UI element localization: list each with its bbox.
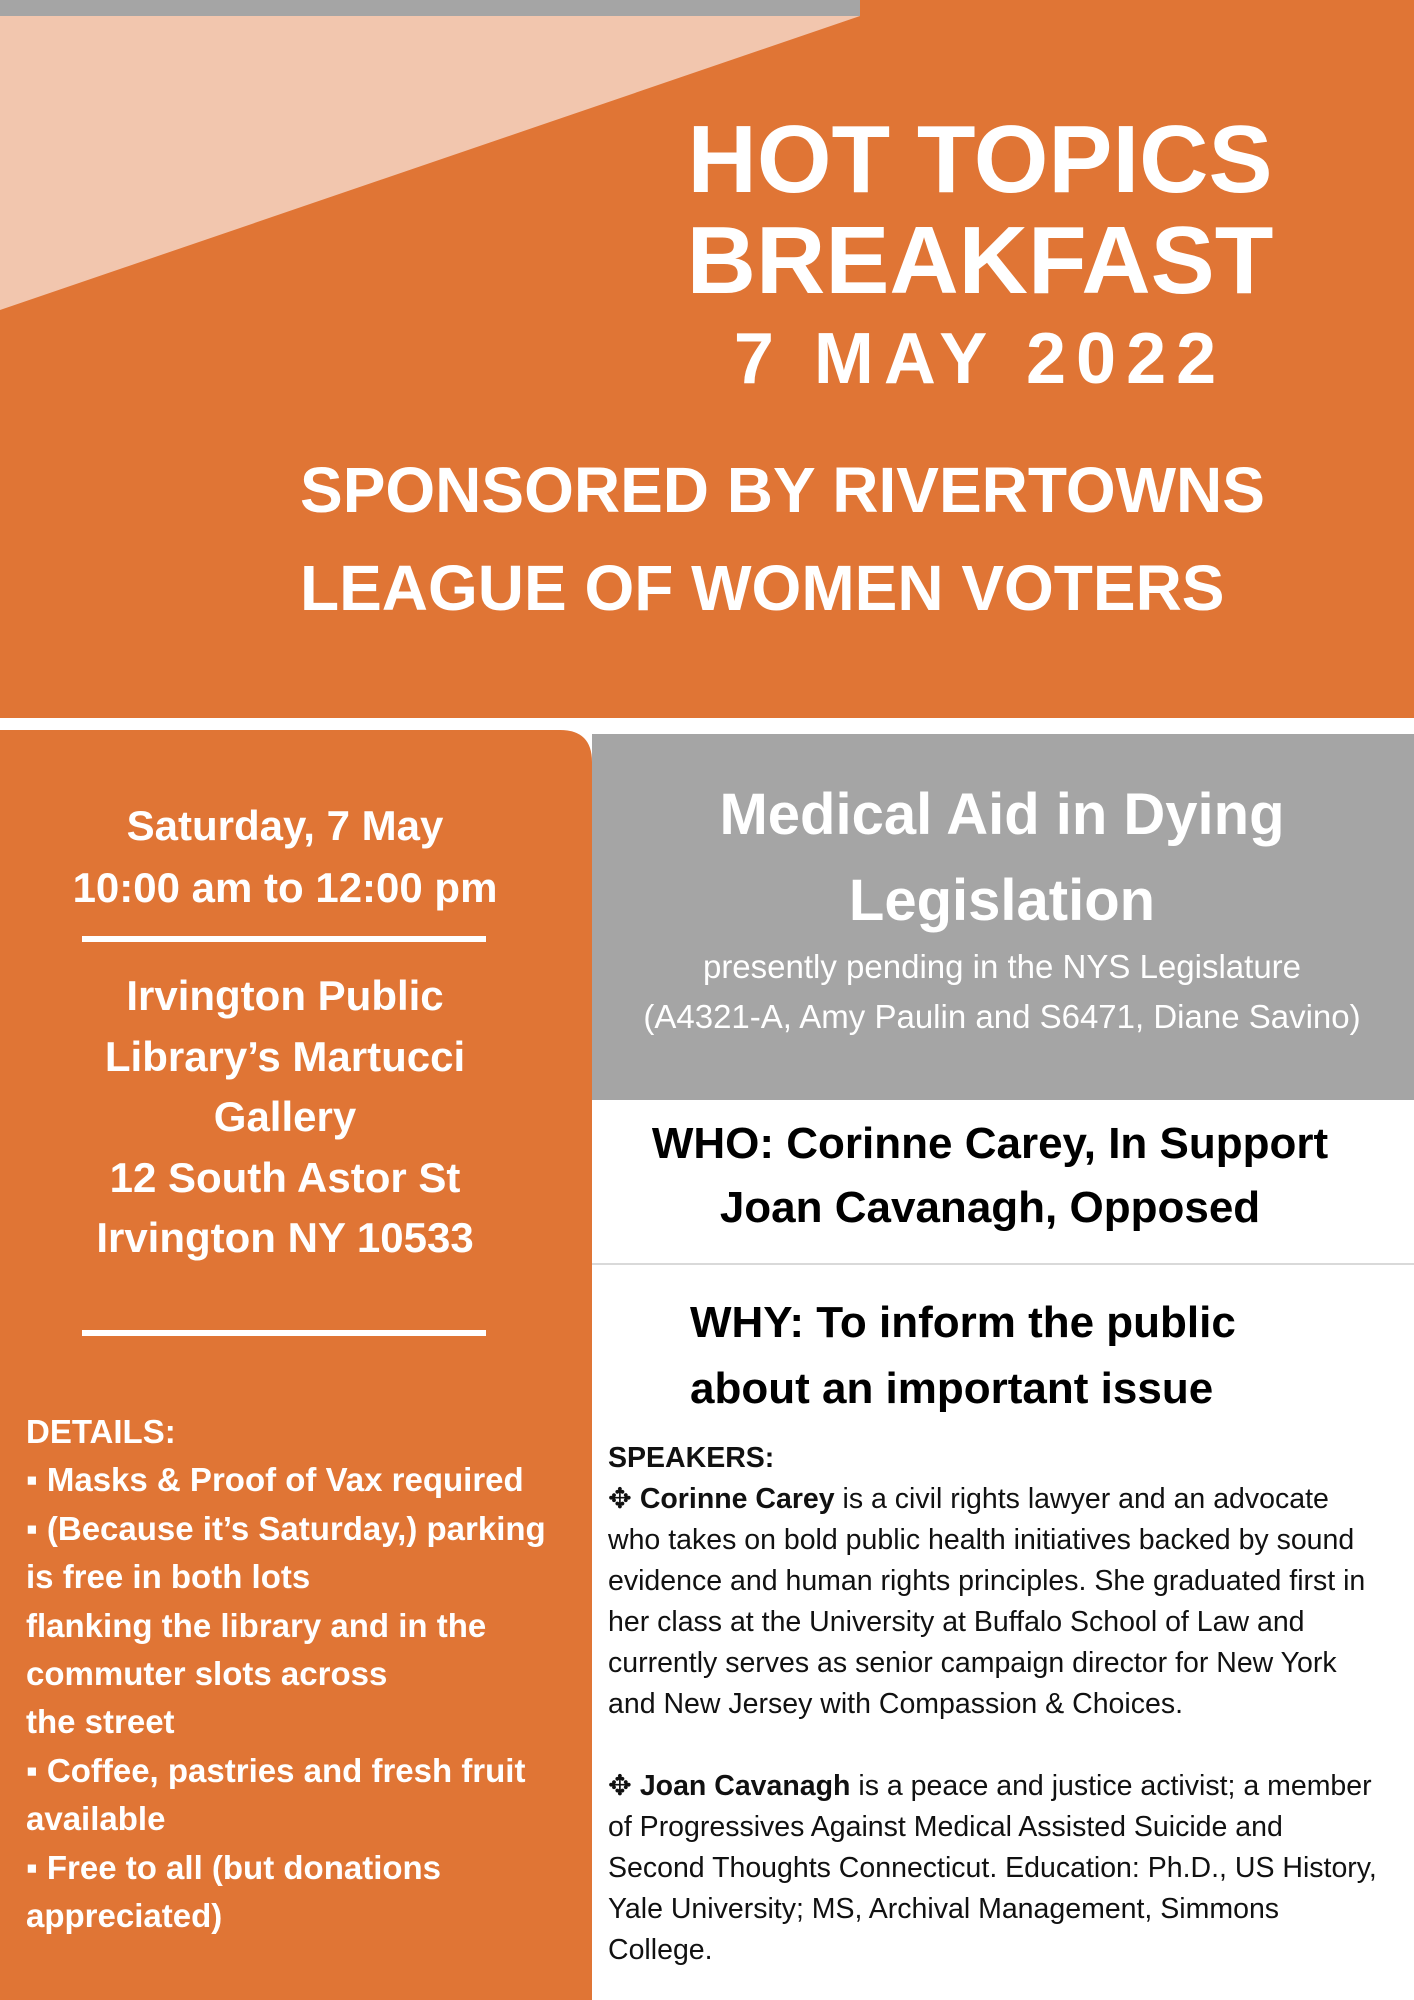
who-section — [590, 1112, 1390, 1240]
speaker-first-line — [608, 1766, 1408, 1807]
details-line: flanking the library and in the — [26, 1606, 487, 1644]
details-line: ▪ (Because it’s Saturday,) parking — [26, 1509, 546, 1547]
details-heading: DETAILS: — [26, 1413, 176, 1450]
event-day: Saturday, 7 May — [126, 802, 444, 849]
speaker-bio-text: is a peace and justice activist; a member — [850, 1770, 1372, 1802]
sponsor-line-1: SPONSORED BY RIVERTOWNS — [300, 454, 1265, 526]
speaker-bio-line: of Progressives Against Medical Assisted Suicide and — [608, 1811, 1283, 1843]
topic-title — [590, 772, 1414, 944]
details-line: ▪ Masks & Proof of Vax required — [26, 1461, 524, 1499]
topic-subtitle-line: presently pending in the NYS Legislature — [702, 948, 1302, 985]
venue-line: Irvington NY 10533 — [96, 1214, 474, 1261]
event-date: 7 MAY 2022 — [733, 319, 1227, 399]
details-section — [26, 1408, 586, 1940]
topic-subtitle — [590, 942, 1414, 1042]
divider-rule — [82, 1330, 486, 1336]
speaker-bio-line: evidence and human rights principles. She graduated first in — [608, 1565, 1366, 1597]
speaker-bio-line: College. — [608, 1934, 713, 1966]
sponsor-line-2: LEAGUE OF WOMEN VOTERS — [300, 552, 1225, 624]
bullet-icon: ✥ — [608, 1770, 632, 1802]
who-line: WHO: Corinne Carey, In Support — [651, 1119, 1329, 1168]
speakers-heading: SPEAKERS: — [608, 1442, 775, 1474]
who-divider — [592, 1263, 1414, 1265]
speakers-section — [608, 1438, 1408, 1971]
why-line: about an important issue — [690, 1364, 1214, 1413]
venue-line: 12 South Astor St — [109, 1153, 461, 1201]
details-line: ▪ Free to all (but donations — [26, 1848, 442, 1886]
bullet-icon: ✥ — [608, 1483, 632, 1515]
details-line: available — [26, 1800, 166, 1838]
venue-address — [20, 966, 550, 1269]
title-line-2: BREAKFAST — [686, 207, 1274, 314]
speaker-bio-line: who takes on bold public health initiatives backed by sound — [608, 1524, 1355, 1556]
topic-title-line: Medical Aid in Dying — [719, 782, 1285, 847]
speaker-name: Corinne Carey — [639, 1483, 835, 1515]
why-section — [690, 1290, 1390, 1422]
why-line: WHY: To inform the public — [690, 1298, 1236, 1347]
who-line: Joan Cavanagh, Opposed — [719, 1183, 1261, 1232]
venue-line: Library’s Martucci — [104, 1032, 466, 1080]
venue-line: Gallery — [213, 1093, 357, 1140]
speaker-bio-text: is a civil rights lawyer and an advocate — [834, 1483, 1329, 1515]
spacer — [608, 1725, 1408, 1766]
divider-rule — [82, 936, 486, 942]
speaker-first-line — [608, 1479, 1408, 1520]
speaker-name: Joan Cavanagh — [639, 1770, 851, 1802]
top-gray-stripe — [0, 0, 860, 16]
speaker-bio-line: Yale University; MS, Archival Management, Simmons — [608, 1893, 1280, 1925]
details-line: appreciated) — [26, 1897, 223, 1935]
details-line: ▪ Coffee, pastries and fresh fruit — [26, 1751, 526, 1789]
title-line-1: HOT TOPICS — [687, 106, 1273, 213]
speaker-bio-line: her class at the University at Buffalo School of Law and — [608, 1606, 1305, 1638]
speaker-bio-line: currently serves as senior campaign director for New York — [608, 1647, 1337, 1679]
details-line: is free in both lots — [26, 1558, 311, 1596]
speaker-bio-line: Second Thoughts Connecticut. Education: Ph.D., US History, — [608, 1852, 1377, 1884]
topic-title-line: Legislation — [848, 868, 1156, 933]
speaker-bio-line: and New Jersey with Compassion & Choices. — [608, 1688, 1183, 1720]
venue-line: Irvington Public — [126, 972, 444, 1019]
details-line: commuter slots across — [26, 1655, 388, 1693]
event-time: 10:00 am to 12:00 pm — [72, 864, 498, 911]
topic-subtitle-line: (A4321-A, Amy Paulin and S6471, Diane Savino) — [643, 998, 1361, 1035]
details-line: the street — [26, 1703, 175, 1741]
header-divider — [0, 718, 1414, 730]
